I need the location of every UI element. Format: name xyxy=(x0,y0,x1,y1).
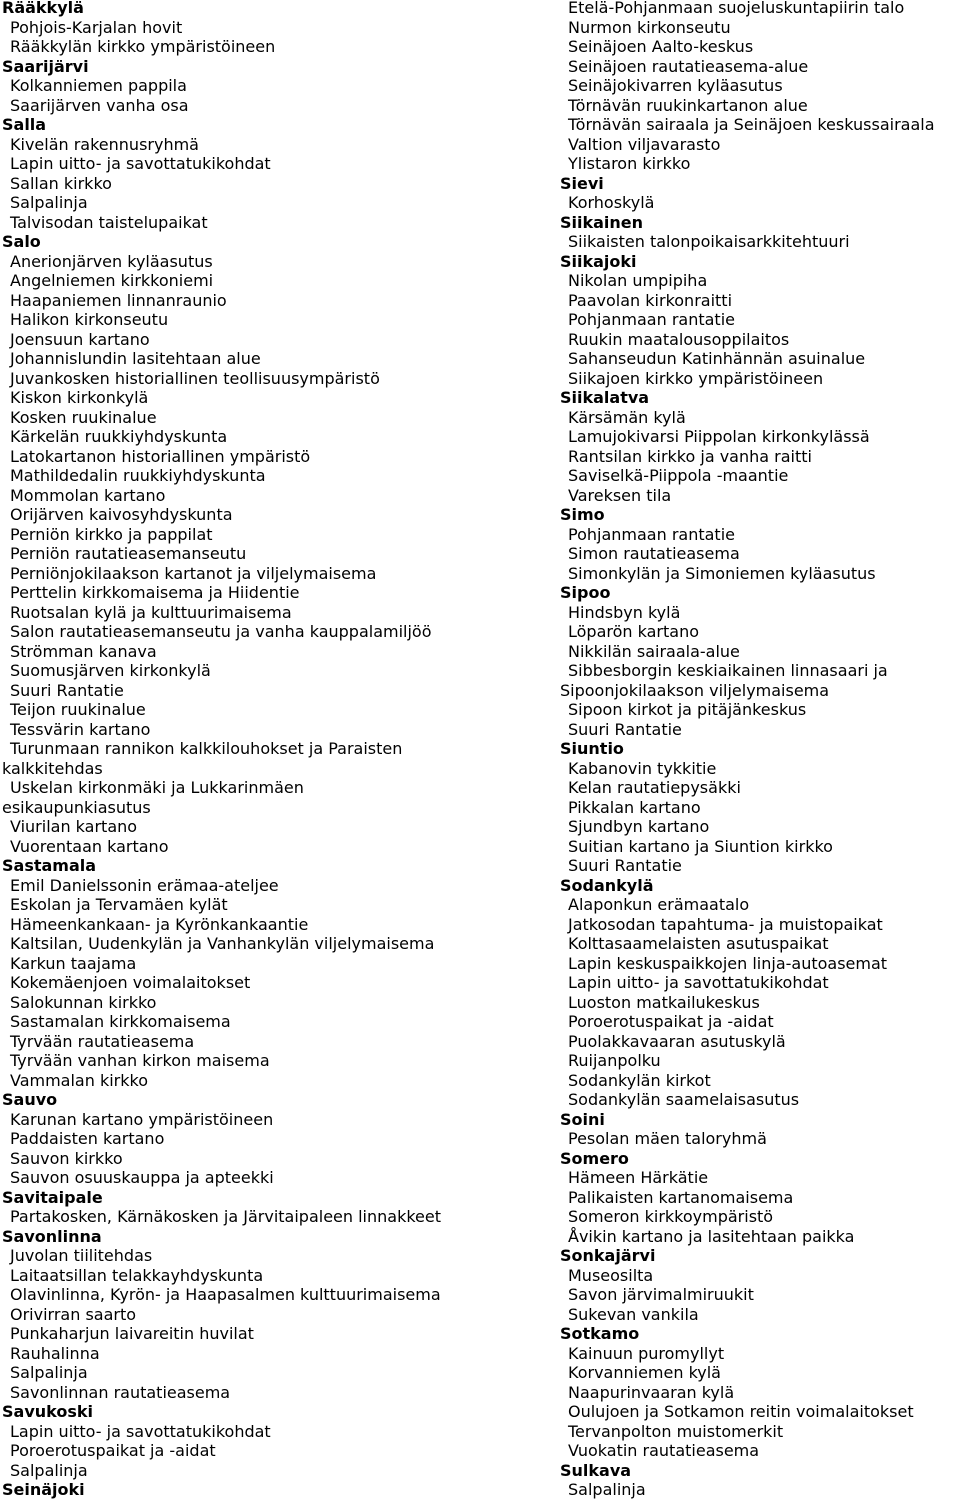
site-list-item: Pohjanmaan rantatie xyxy=(568,310,735,329)
site-list-item: Salokunnan kirkko xyxy=(10,992,157,1012)
site-list-item: Palikaisten kartanomaisema xyxy=(568,1187,794,1207)
site-list-item: Tessvärin kartano xyxy=(10,719,151,739)
site-list-item: Salpalinja xyxy=(10,1460,88,1480)
municipality-heading: Somero xyxy=(560,1148,629,1168)
site-list-item: Poroerotuspaikat ja -aidat xyxy=(10,1441,216,1460)
site-list-item: Sukevan vankila xyxy=(568,1304,699,1324)
site-list-item: Juvankosken historiallinen teollisuusympäristö xyxy=(10,368,380,388)
site-list-item: Simonkylän ja Simoniemen kyläasutus xyxy=(568,563,876,583)
site-list-item: Kärkelän ruukkiyhdyskunta xyxy=(10,427,228,446)
site-list-item: Vammalan kirkko xyxy=(10,1070,148,1090)
site-list-item: Sodankylän kirkot xyxy=(568,1070,711,1090)
site-list-item: Rantsilan kirkko ja vanha raitti xyxy=(568,446,812,466)
municipality-heading: Seinäjoki xyxy=(2,1480,85,1499)
site-list-item: Oulujoen ja Sotkamon reitin voimalaitokset xyxy=(568,1402,914,1421)
site-list-item: Angelniemen kirkkoniemi xyxy=(10,271,214,290)
site-list-item: Kivelän rakennusryhmä xyxy=(10,134,199,154)
site-list-item: Suuri Rantatie xyxy=(568,719,682,739)
site-list-item: Åvikin kartano ja lasitehtaan paikka xyxy=(568,1226,855,1246)
site-list-item: Juvolan tiilitehdas xyxy=(10,1246,153,1265)
site-list-item: Mathildedalin ruukkiyhdyskunta xyxy=(10,466,266,485)
site-list-item: Olavinlinna, Kyrön- ja Haapasalmen kulttuurimaisema xyxy=(10,1285,441,1304)
site-list-item: Lapin uitto- ja savottatukikohdat xyxy=(10,1421,271,1441)
site-list-item: Savon järvimalmiruukit xyxy=(568,1285,754,1304)
site-list-item: Kärsämän kylä xyxy=(568,407,686,427)
site-list-item: Salon rautatieasemanseutu ja vanha kauppalamiljöö xyxy=(10,622,432,641)
site-list-item: Viurilan kartano xyxy=(10,817,138,836)
site-list-item: Rääkkylän kirkko ympäristöineen xyxy=(10,37,276,56)
site-list-item: Someron kirkkoympäristö xyxy=(568,1207,774,1226)
site-list-item: Latokartanon historiallinen ympäristö xyxy=(10,446,311,466)
site-list-item: Kosken ruukinalue xyxy=(10,407,157,427)
left-column xyxy=(2,0,452,1500)
site-list-item: Turunmaan rannikon kalkkilouhokset ja Paraisten xyxy=(10,739,403,758)
site-list-item: Tervanpolton muistomerkit xyxy=(568,1421,784,1441)
municipality-heading: Siikalatva xyxy=(560,388,650,407)
site-list-item: Sauvon osuuskauppa ja apteekki xyxy=(10,1168,274,1187)
site-list-item: Teijon ruukinalue xyxy=(10,700,146,719)
site-list-item: Emil Danielssonin erämaa-ateljee xyxy=(10,875,279,895)
site-list-item: Uskelan kirkonmäki ja Lukkarinmäen xyxy=(10,778,304,797)
municipality-heading: Sauvo xyxy=(2,1090,58,1109)
site-list-item: Kabanovin tykkitie xyxy=(568,758,717,778)
site-list-item: Korhoskylä xyxy=(568,193,655,212)
site-list-item: Ruotsalan kylä ja kulttuurimaisema xyxy=(10,602,292,622)
site-list-item: Kokemäenjoen voimalaitokset xyxy=(10,973,251,992)
site-list-item: Sastamalan kirkkomaisema xyxy=(10,1012,231,1031)
site-list-item: Rauhalinna xyxy=(10,1343,100,1363)
site-list-item: Halikon kirkonseutu xyxy=(10,310,169,329)
site-list-item: Karkun taajama xyxy=(10,953,137,973)
site-list-item: Salpalinja xyxy=(568,1480,646,1499)
site-list-item: Törnävän ruukinkartanon alue xyxy=(568,95,808,115)
site-list-item: Kainuun puromyllyt xyxy=(568,1343,725,1363)
site-list-item: Ruijanpolku xyxy=(568,1051,661,1070)
site-list-item: Paavolan kirkonraitti xyxy=(568,290,733,310)
site-list-item: Salpalinja xyxy=(10,193,88,212)
site-list-item: Tyrvään rautatieasema xyxy=(10,1031,195,1051)
site-list-item: Paddaisten kartano xyxy=(10,1129,165,1148)
site-list-item: Puolakkavaaran asutuskylä xyxy=(568,1031,786,1051)
site-list-item: Haapaniemen linnanraunio xyxy=(10,290,227,310)
site-list-item: Laitaatsillan telakkayhdyskunta xyxy=(10,1265,264,1285)
site-list-item: Simon rautatieasema xyxy=(568,544,740,563)
site-list-item: Nikolan umpipiha xyxy=(568,271,708,290)
site-list-item: Sahanseudun Katinhännän asuinalue xyxy=(568,349,866,368)
municipality-heading: Siikajoki xyxy=(560,251,637,271)
site-list-item: Sodankylän saamelaisasutus xyxy=(568,1090,800,1109)
site-list-item: Saviselkä-Piippola -maantie xyxy=(568,466,789,485)
site-list-item: Savonlinnan rautatieasema xyxy=(10,1382,231,1402)
municipality-heading: Sodankylä xyxy=(560,875,654,895)
site-list-item: Mommolan kartano xyxy=(10,485,166,505)
site-list-item: Korvanniemen kylä xyxy=(568,1363,721,1382)
site-list-item-continuation: esikaupunkiasutus xyxy=(2,797,151,817)
site-list-item: Siikaisten talonpoikaisarkkitehtuuri xyxy=(568,232,850,251)
municipality-heading: Salla xyxy=(2,115,47,134)
site-list-item: Joensuun kartano xyxy=(10,329,150,349)
site-list-item: Suitian kartano ja Siuntion kirkko xyxy=(568,836,833,856)
municipality-heading: Sipoo xyxy=(560,583,611,602)
site-list-item: Kelan rautatiepysäkki xyxy=(568,778,741,797)
municipality-heading: Savukoski xyxy=(2,1402,93,1421)
municipality-heading: Soini xyxy=(560,1109,605,1129)
site-list-item: Strömman kanava xyxy=(10,641,157,661)
site-list-item: Lapin uitto- ja savottatukikohdat xyxy=(568,973,829,992)
site-list-item: Löparön kartano xyxy=(568,622,699,641)
municipality-heading: Simo xyxy=(560,505,605,524)
site-list-item: Suuri Rantatie xyxy=(568,856,682,875)
site-list-item: Kiskon kirkonkylä xyxy=(10,388,149,407)
site-list-item: Museosilta xyxy=(568,1265,654,1285)
site-list-item: Siikajoen kirkko ympäristöineen xyxy=(568,368,824,388)
site-list-item: Sauvon kirkko xyxy=(10,1148,123,1168)
site-list-item: Lapin keskuspaikkojen linja-autoasemat xyxy=(568,953,888,973)
site-list-item: Alaponkun erämaatalo xyxy=(568,895,750,914)
site-list-item: Ylistaron kirkko xyxy=(568,154,691,173)
site-list-item-continuation: kalkkitehdas xyxy=(2,758,103,778)
site-list-item: Poroerotuspaikat ja -aidat xyxy=(568,1012,774,1031)
right-column xyxy=(560,0,960,1500)
site-list-item: Perniön kirkko ja pappilat xyxy=(10,524,213,544)
site-list-item: Kolttasaamelaisten asutuspaikat xyxy=(568,934,829,953)
site-list-item: Salpalinja xyxy=(10,1363,88,1382)
site-list-item: Lapin uitto- ja savottatukikohdat xyxy=(10,154,271,173)
municipality-heading: Sievi xyxy=(560,173,604,193)
site-list-item: Kolkanniemen pappila xyxy=(10,76,187,95)
site-list-item: Vuokatin rautatieasema xyxy=(568,1441,760,1460)
site-list-item: Eskolan ja Tervamäen kylät xyxy=(10,895,228,914)
site-list-item: Tyrvään vanhan kirkon maisema xyxy=(10,1051,270,1070)
municipality-heading: Siuntio xyxy=(560,739,624,758)
municipality-heading: Saarijärvi xyxy=(2,56,89,76)
municipality-heading: Savonlinna xyxy=(2,1226,102,1246)
site-list-item: Seinäjokivarren kyläasutus xyxy=(568,76,783,95)
site-list-item: Perniönjokilaakson kartanot ja viljelymaisema xyxy=(10,563,377,583)
site-list-item: Seinäjoen rautatieasema-alue xyxy=(568,56,809,76)
site-list-item: Saarijärven vanha osa xyxy=(10,95,189,115)
site-list-item: Vareksen tila xyxy=(568,485,672,505)
site-list-item: Johannislundin lasitehtaan alue xyxy=(10,349,261,368)
site-list-item: Pesolan mäen taloryhmä xyxy=(568,1129,767,1148)
site-list-item: Kaltsilan, Uudenkylän ja Vanhankylän viljelymaisema xyxy=(10,934,435,953)
municipality-heading: Sonkajärvi xyxy=(560,1246,656,1265)
site-list-item: Lamujokivarsi Piippolan kirkonkylässä xyxy=(568,427,870,446)
site-list-item: Suomusjärven kirkonkylä xyxy=(10,661,211,680)
site-list-item: Orivirran saarto xyxy=(10,1304,137,1324)
municipality-heading: Sotkamo xyxy=(560,1324,640,1343)
site-list-item: Pikkalan kartano xyxy=(568,797,701,817)
site-list-item: Pohjois-Karjalan hovit xyxy=(10,17,183,37)
site-list-item: Etelä-Pohjanmaan suojeluskuntapiirin talo xyxy=(568,0,905,17)
municipality-heading: Siikainen xyxy=(560,212,644,232)
site-list-item: Partakosken, Kärnäkosken ja Järvitaipaleen linnakkeet xyxy=(10,1207,441,1226)
site-list-item: Orijärven kaivosyhdyskunta xyxy=(10,505,233,524)
site-list-item: Sipoon kirkot ja pitäjänkeskus xyxy=(568,700,807,719)
site-list-item: Talvisodan taistelupaikat xyxy=(10,212,208,232)
site-list-item: Sibbesborgin keskiaikainen linnasaari ja xyxy=(568,661,888,680)
site-list-item: Sallan kirkko xyxy=(10,173,112,193)
site-list-item: Nikkilän sairaala-alue xyxy=(568,641,740,661)
site-list-item: Seinäjoen Aalto-keskus xyxy=(568,37,754,56)
site-list-item-continuation: Sipoonjokilaakson viljelymaisema xyxy=(560,680,830,700)
site-list-item: Naapurinvaaran kylä xyxy=(568,1382,735,1402)
site-list-item: Punkaharjun laivareitin huvilat xyxy=(10,1324,254,1343)
site-list-item: Pohjanmaan rantatie xyxy=(568,524,735,544)
site-list-item: Hämeenkankaan- ja Kyrönkankaantie xyxy=(10,914,309,934)
site-list-item: Perniön rautatieasemanseutu xyxy=(10,544,247,563)
site-list-item: Hämeen Härkätie xyxy=(568,1168,709,1187)
site-list-item: Hindsbyn kylä xyxy=(568,602,681,622)
site-list-item: Törnävän sairaala ja Seinäjoen keskussairaala xyxy=(568,115,935,134)
site-list-item: Perttelin kirkkomaisema ja Hiidentie xyxy=(10,583,300,602)
site-list-item: Anerionjärven kyläasutus xyxy=(10,251,213,271)
municipality-heading: Sulkava xyxy=(560,1460,632,1480)
site-list-item: Valtion viljavarasto xyxy=(568,134,721,154)
site-list-item: Nurmon kirkonseutu xyxy=(568,17,731,37)
site-list-item: Suuri Rantatie xyxy=(10,680,124,700)
site-list-item: Jatkosodan tapahtuma- ja muistopaikat xyxy=(568,914,883,934)
municipality-heading: Savitaipale xyxy=(2,1187,103,1207)
site-list-item: Luoston matkailukeskus xyxy=(568,992,760,1012)
site-list-item: Vuorentaan kartano xyxy=(10,836,169,856)
municipality-heading: Salo xyxy=(2,232,41,251)
site-list-item: Karunan kartano ympäristöineen xyxy=(10,1109,274,1129)
site-list-item: Ruukin maatalousoppilaitos xyxy=(568,329,790,349)
municipality-heading: Rääkkylä xyxy=(2,0,84,17)
municipality-heading: Sastamala xyxy=(2,856,97,875)
site-list-item: Sjundbyn kartano xyxy=(568,817,710,836)
